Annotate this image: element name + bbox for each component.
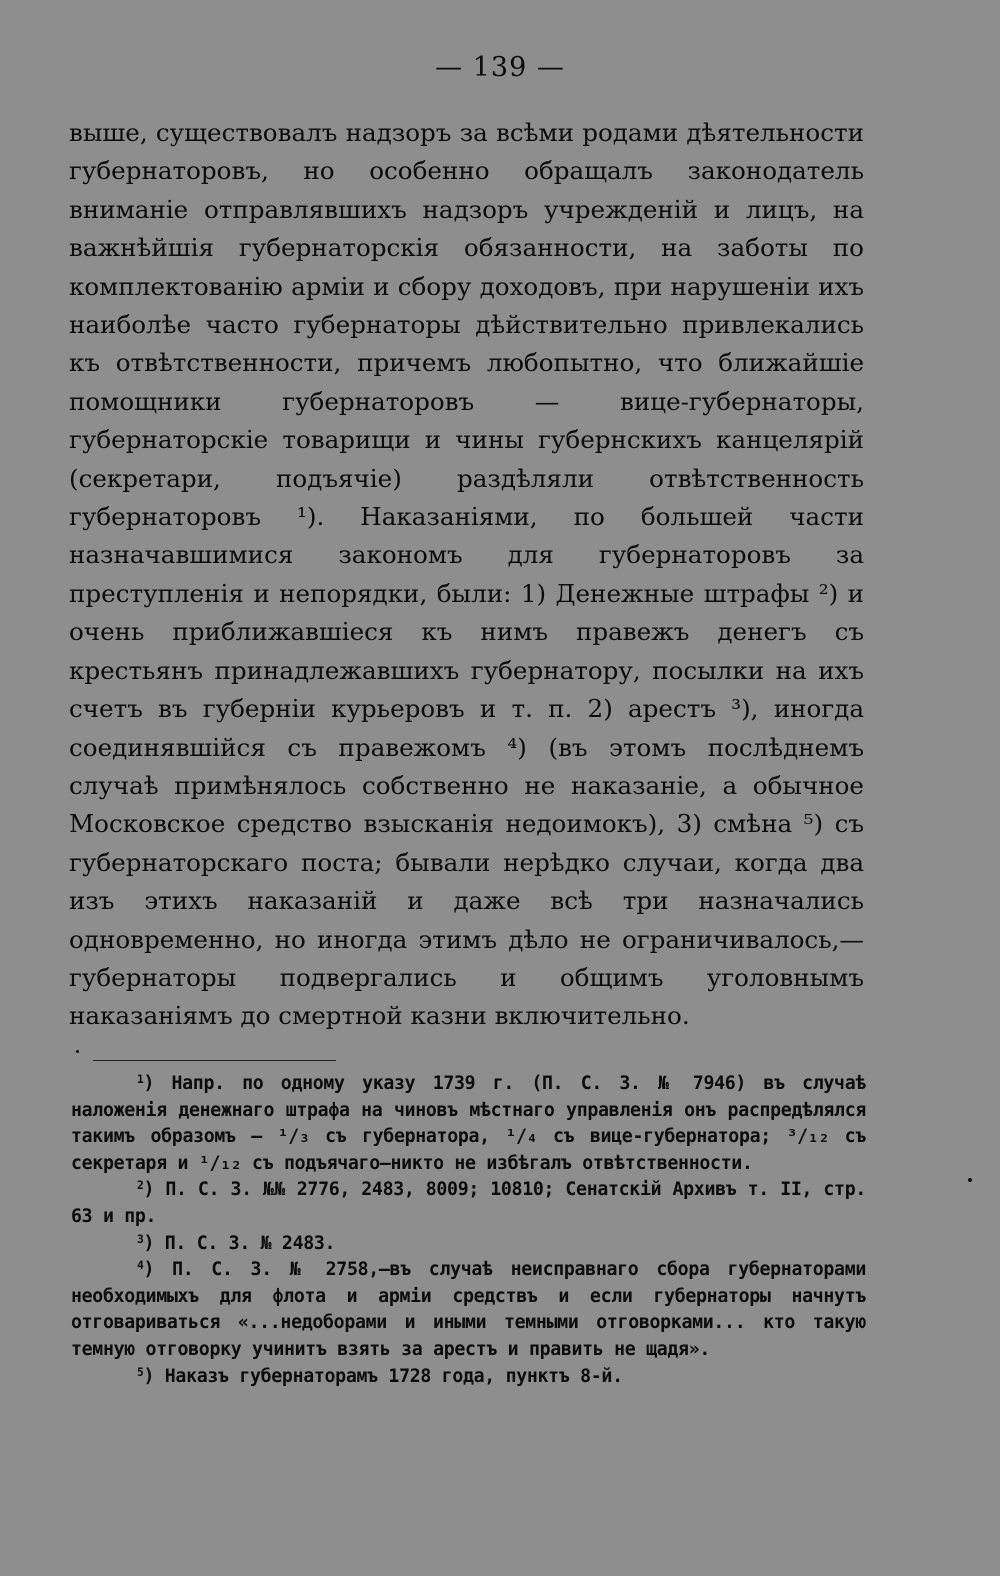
footnote-3-text: ) П. С. З. № 2483.	[143, 1232, 336, 1254]
ink-speck	[968, 1178, 972, 1182]
footnote-2-mark: 2	[137, 1179, 144, 1193]
main-text: выше, существовалъ надзоръ за всѣми родами дѣятельности губернаторовъ, но особенно обращалъ законодатель вниманіе отправлявшихъ надзоръ учрежденій и лицъ, на важнѣйшія губернаторскія обязанности, на заботы по комплектованію арміи и сбору доходовъ, при нарушеніи ихъ наиболѣе часто губернаторы дѣйствительно привлекались къ отвѣтственности, причемъ любопытно, что ближайшіе помощники губернаторовъ — вице-губернаторы, губернаторскіе товарищи и чины губернскихъ канцелярій (секретари, подъячіе) раздѣляли отвѣтственность губернаторовъ ¹). Наказаніями, по большей части назначавшимися закономъ для губернаторовъ за преступленія и непорядки, были: 1) Денежные штрафы ²) и очень приближавшіеся къ нимъ правежъ денегъ съ крестьянъ принадлежавшихъ губернатору, посылки на ихъ счетъ въ губерніи курьеровъ и т. п. 2) арестъ ³), иногда соединявшійся съ правежомъ ⁴) (въ этомъ послѣднемъ случаѣ примѣнялось собственно не наказаніе, а обычное Московское средство взысканія недоимокъ), 3) смѣна ⁵) съ губернаторскаго поста; бывали нерѣдко случаи, когда два изъ этихъ наказаній и даже всѣ три назначались одновременно, но иногда этимъ дѣло не ограничивалось,—губернаторы подвергались и общимъ уголовнымъ наказаніямъ до смертной казни включительно.	[69, 118, 864, 1031]
footnote-4-mark: 4	[137, 1258, 144, 1272]
footnote-4-text: ) П. С. З. № 2758,—въ случаѣ неисправнаго сбора губернаторами необходимыхъ для флота и арміи средствъ и если губернаторы начнутъ отговариваться «...недоборами и иными темными отговорками... кто такую темную отговорку учинитъ взять за арестъ и править не щадя».	[71, 1259, 866, 1360]
footnote-1	[71, 1071, 866, 1177]
footnote-3	[71, 1231, 866, 1258]
footnote-5	[71, 1364, 866, 1391]
footnote-3-mark: 3	[137, 1232, 144, 1246]
footnote-5-text: ) Наказъ губернаторамъ 1728 года, пунктъ 8-й.	[143, 1365, 623, 1387]
footnote-5-mark: 5	[137, 1365, 144, 1379]
page-number: — 139 —	[435, 52, 565, 83]
footnotes	[71, 1071, 866, 1390]
footnote-2-text: ) П. С. З. №№ 2776, 2483, 8009; 10810; Сенатскій Архивъ т. II, стр. 63 и пр.	[71, 1179, 866, 1227]
footnote-rule	[93, 1060, 336, 1061]
footnote-4	[71, 1257, 866, 1363]
footnote-1-text: ) Напр. по одному указу 1739 г. (П. С. З. № 7946) въ случаѣ наложенія денежнаго штрафа на чиновъ мѣстнаго управленія онъ распредѣлялся такимъ образомъ — ¹/₃ съ губернатора, ¹/₄ съ вице-губернатора; ³/₁₂ съ секретаря и ¹/₁₂ съ подъячаго—никто не избѣгалъ отвѣтственности.	[71, 1073, 866, 1174]
ink-speck	[76, 1050, 79, 1053]
footnote-1-mark: 1	[137, 1072, 144, 1086]
footnote-2	[71, 1177, 866, 1230]
